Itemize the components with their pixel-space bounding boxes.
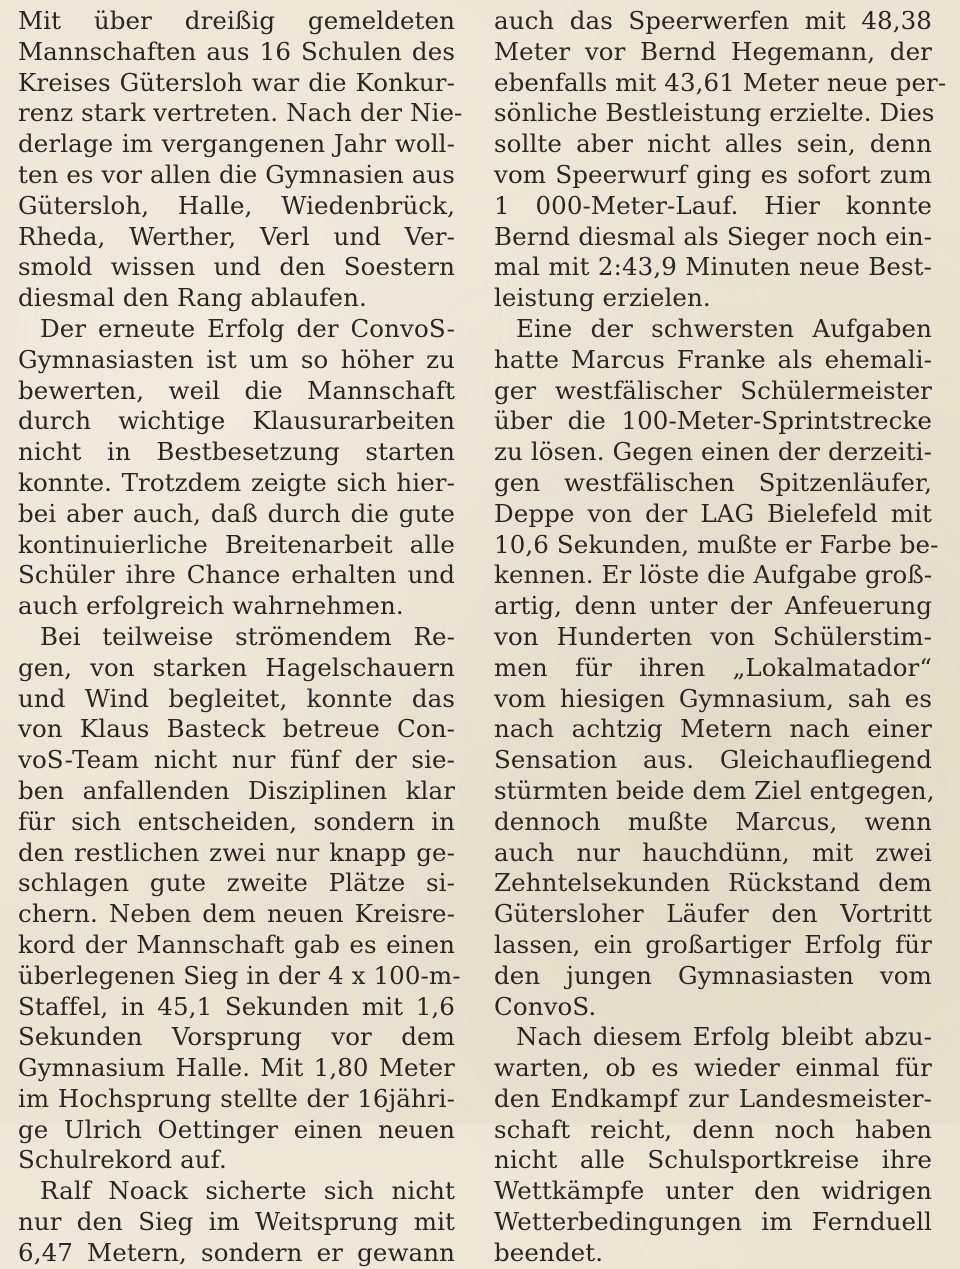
- text-line: Sensation aus. Gleichaufliegend: [494, 745, 932, 775]
- text-line: dennoch mußte Marcus, wenn: [494, 806, 932, 836]
- article-column-right: [494, 6, 947, 1269]
- text-line: men für ihren „Lokalmatador“: [494, 652, 932, 682]
- text-line: stürmten beide dem Ziel entgegen,: [494, 775, 935, 805]
- text-line: diesmal den Rang ablaufen.: [18, 283, 367, 313]
- text-line: sollte aber nicht alles sein, denn: [494, 129, 932, 159]
- text-line: den Endkampf zur Landesmeister-: [494, 1083, 932, 1113]
- text-line: Mit über dreißig gemeldeten: [18, 6, 455, 35]
- article-column-left: [18, 6, 463, 1269]
- text-line: Mannschaften aus 16 Schulen des: [18, 36, 455, 66]
- text-line: derlage im vergangenen Jahr woll-: [18, 129, 455, 159]
- text-line: beendet.: [494, 1237, 604, 1267]
- text-line: Gütersloh, Halle, Wiedenbrück,: [18, 190, 455, 220]
- text-line: kennen. Er löste die Aufgabe groß-: [494, 560, 933, 590]
- text-line: Gütersloher Läufer den Vortritt: [494, 899, 932, 929]
- text-line: nicht alle Schulsportkreise ihre: [494, 1145, 932, 1175]
- text-line: 6,47 Metern, sondern er gewann: [18, 1237, 455, 1267]
- text-line: sönliche Bestleistung erzielte. Dies: [494, 98, 935, 128]
- text-line: schaft reicht, denn noch haben: [494, 1114, 932, 1144]
- text-line: artig, denn unter der Anfeuerung: [494, 591, 932, 621]
- text-line: Nach diesem Erfolg bleibt abzu-: [516, 1022, 932, 1052]
- text-line: 1 000-Meter-Lauf. Hier konnte: [494, 190, 932, 220]
- text-line: warten, ob es wieder einmal für: [494, 1053, 932, 1083]
- text-line: nur den Sieg im Weitsprung mit: [18, 1207, 455, 1237]
- text-line: bewerten, weil die Mannschaft: [18, 375, 455, 405]
- text-line: Kreises Gütersloh war die Konkur-: [18, 67, 455, 97]
- text-line: ten es vor allen die Gymnasien aus: [18, 159, 455, 189]
- text-line: schlagen gute zweite Plätze si-: [18, 868, 455, 898]
- text-line: gen, von starken Hagelschauern: [18, 652, 455, 682]
- text-line: den restlichen zwei nur knapp ge-: [18, 837, 455, 867]
- text-line: ge Ulrich Oettinger einen neuen: [18, 1114, 455, 1144]
- text-line: smold wissen und den Soestern: [18, 252, 455, 282]
- text-line: gen westfälischen Spitzenläufer,: [494, 467, 932, 497]
- text-line: Der erneute Erfolg der ConvoS-: [40, 313, 455, 343]
- text-line: kord der Mannschaft gab es einen: [18, 929, 455, 959]
- text-line: ben anfallenden Disziplinen klar: [18, 775, 455, 805]
- text-line: voS-Team nicht nur fünf der sie-: [18, 745, 455, 775]
- text-line: lassen, ein großartiger Erfolg für: [494, 929, 932, 959]
- text-line: 10,6 Sekunden, mußte er Farbe be-: [494, 529, 939, 559]
- text-line: Wettkämpfe unter den widrigen: [494, 1176, 932, 1206]
- text-line: vom Speerwurf ging es sofort zum: [494, 159, 932, 189]
- text-line: Meter vor Bernd Hegemann, der: [494, 36, 932, 66]
- text-line: Rheda, Werther, Verl und Ver-: [18, 221, 455, 251]
- text-line: Deppe von der LAG Bielefeld mit: [494, 498, 932, 528]
- text-line: auch das Speerwerfen mit 48,38: [494, 6, 932, 35]
- text-line: zu lösen. Gegen einen der derzeiti-: [494, 437, 932, 467]
- text-line: renz stark vertreten. Nach der Nie-: [18, 98, 463, 128]
- text-line: Schüler ihre Chance erhalten und: [18, 560, 455, 590]
- text-line: im Hochsprung stellte der 16jähri-: [18, 1083, 455, 1113]
- text-line: mal mit 2:43,9 Minuten neue Best-: [494, 252, 932, 282]
- text-line: den jungen Gymnasiasten vom: [494, 960, 932, 990]
- text-line: und Wind begleitet, konnte das: [18, 683, 455, 713]
- text-line: von Klaus Basteck betreue Con-: [18, 714, 455, 744]
- text-line: Eine der schwersten Aufgaben: [516, 313, 932, 343]
- text-line: Gymnasium Halle. Mit 1,80 Meter: [18, 1053, 455, 1083]
- text-line: Wetterbedingungen im Fernduell: [494, 1207, 932, 1237]
- text-line: Ralf Noack sicherte sich nicht: [40, 1176, 455, 1206]
- text-line: durch wichtige Klausurarbeiten: [18, 406, 455, 436]
- text-line: auch nur hauchdünn, mit zwei: [494, 837, 932, 867]
- text-line: Bernd diesmal als Sieger noch ein-: [494, 221, 932, 251]
- text-line: Bei teilweise strömendem Re-: [40, 621, 455, 651]
- text-line: nicht in Bestbesetzung starten: [18, 437, 455, 467]
- text-line: kontinuierliche Breitenarbeit alle: [18, 529, 455, 559]
- text-line: über die 100-Meter-Sprintstrecke: [494, 406, 932, 436]
- text-line: vom hiesigen Gymnasium, sah es: [494, 683, 932, 713]
- text-line: ger westfälischer Schülermeister: [494, 375, 932, 405]
- text-line: bei aber auch, daß durch die gute: [18, 498, 455, 528]
- text-line: auch erfolgreich wahrnehmen.: [18, 591, 404, 621]
- text-line: ConvoS.: [494, 991, 597, 1021]
- text-line: Gymnasiasten ist um so höher zu: [18, 344, 455, 374]
- text-line: Staffel, in 45,1 Sekunden mit 1,6: [18, 991, 455, 1021]
- text-line: nach achtzig Metern nach einer: [494, 714, 932, 744]
- text-line: für sich entscheiden, sondern in: [18, 806, 455, 836]
- text-line: Sekunden Vorsprung vor dem: [18, 1022, 455, 1052]
- text-line: Schulrekord auf.: [18, 1145, 227, 1175]
- text-line: überlegenen Sieg in der 4 x 100-m-: [18, 960, 461, 990]
- text-line: hatte Marcus Franke als ehemali-: [494, 344, 932, 374]
- text-line: leistung erzielen.: [494, 283, 711, 313]
- text-line: Zehntelsekunden Rückstand dem: [494, 868, 932, 898]
- text-line: von Hunderten von Schülerstim-: [494, 621, 932, 651]
- text-line: ebenfalls mit 43,61 Meter neue per-: [494, 67, 947, 97]
- text-line: chern. Neben dem neuen Kreisre-: [18, 899, 455, 929]
- text-line: konnte. Trotzdem zeigte sich hier-: [18, 467, 455, 497]
